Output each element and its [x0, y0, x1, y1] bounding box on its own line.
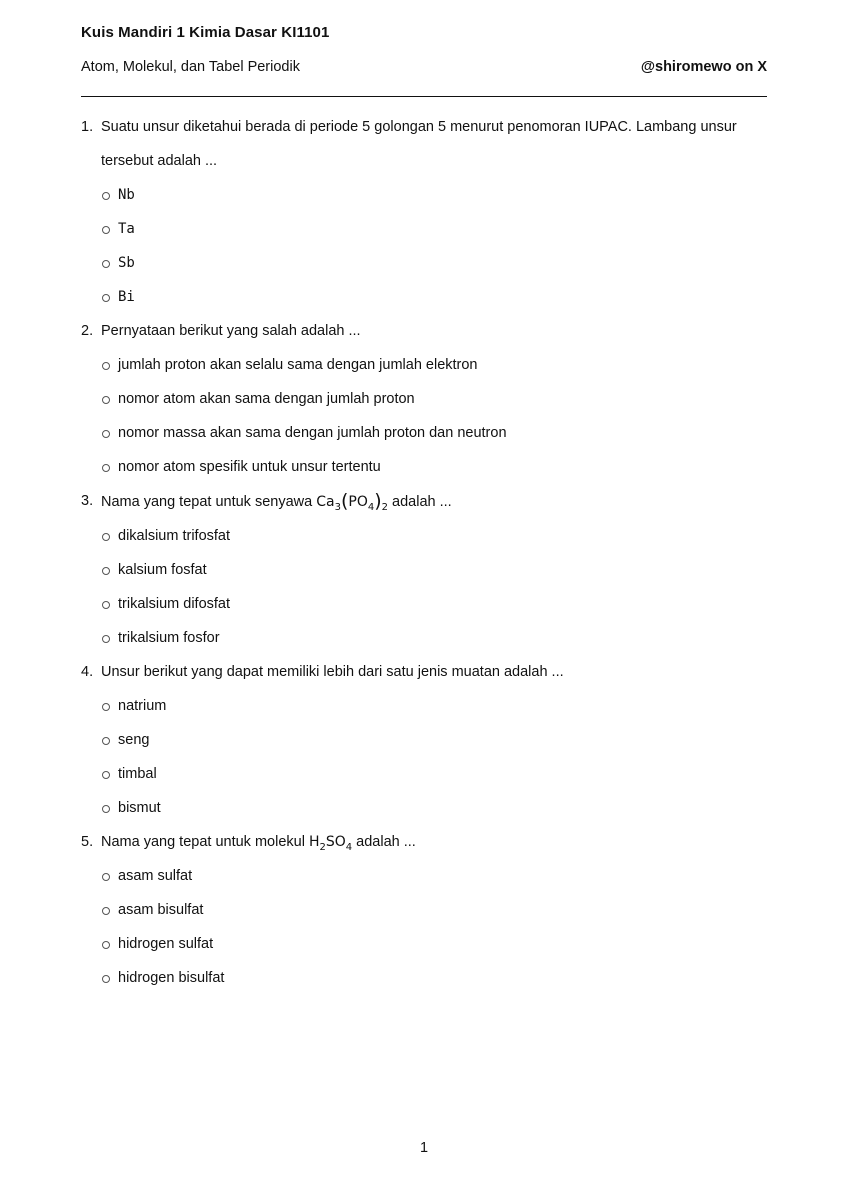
question-text: Suatu unsur diketahui berada di periode 5 golongan 5 menurut penomoran IUPAC. Lambang unsur tersebut adalah ...	[101, 119, 737, 169]
option-label: trikalsium fosfor	[118, 630, 220, 646]
option-item[interactable]	[81, 212, 767, 246]
radio-circle-icon[interactable]	[102, 533, 110, 541]
radio-circle-icon[interactable]	[102, 192, 110, 200]
question-number: 3.	[81, 493, 94, 509]
question-number: 2.	[81, 323, 94, 339]
radio-circle-icon[interactable]	[102, 567, 110, 575]
formula-subscript: 4	[345, 842, 353, 853]
question-2	[81, 314, 767, 484]
question-5	[81, 825, 767, 995]
formula-subscript: 4	[367, 502, 375, 513]
option-label: trikalsium difosfat	[118, 596, 231, 612]
question-text: Unsur berikut yang dapat memiliki lebih dari satu jenis muatan adalah ...	[101, 664, 564, 680]
option-label: asam sulfat	[118, 868, 193, 884]
radio-circle-icon[interactable]	[102, 464, 110, 472]
option-item[interactable]	[81, 246, 767, 280]
radio-circle-icon[interactable]	[102, 805, 110, 813]
option-label: hidrogen sulfat	[118, 936, 214, 952]
option-label: asam bisulfat	[118, 902, 204, 918]
option-list	[81, 689, 767, 825]
question-number: 5.	[81, 834, 94, 850]
option-item[interactable]	[81, 723, 767, 757]
option-label: dikalsium trifosfat	[118, 528, 231, 544]
option-item[interactable]	[81, 450, 767, 484]
header-divider	[81, 96, 767, 97]
question-1	[81, 110, 767, 314]
option-label: bismut	[118, 800, 161, 816]
option-label: nomor atom akan sama dengan jumlah proton	[118, 391, 415, 407]
option-item[interactable]	[81, 348, 767, 382]
radio-circle-icon[interactable]	[102, 396, 110, 404]
formula-element: SO	[325, 834, 346, 850]
option-label: hidrogen bisulfat	[118, 970, 225, 986]
question-text-after: adalah ...	[388, 494, 452, 510]
option-item[interactable]	[81, 587, 767, 621]
option-item[interactable]	[81, 553, 767, 587]
option-item[interactable]	[81, 689, 767, 723]
question-3	[81, 484, 767, 655]
question-text	[101, 484, 767, 519]
radio-circle-icon[interactable]	[102, 771, 110, 779]
author-handle: @shiromewo on X	[640, 59, 767, 75]
formula-subscript: 3	[334, 502, 341, 513]
radio-circle-icon[interactable]	[102, 873, 110, 881]
formula-element: H	[308, 834, 320, 850]
radio-circle-icon[interactable]	[102, 260, 110, 268]
option-label: natrium	[118, 698, 167, 714]
option-list	[81, 178, 767, 314]
page-number: 1	[419, 1140, 429, 1156]
option-item[interactable]	[81, 178, 767, 212]
question-stem	[81, 110, 767, 178]
option-list	[81, 859, 767, 995]
question-stem	[81, 825, 767, 859]
option-label: nomor massa akan sama dengan jumlah proton dan neutron	[118, 425, 507, 441]
radio-circle-icon[interactable]	[102, 294, 110, 302]
option-item[interactable]	[81, 893, 767, 927]
formula-element: PO	[348, 494, 368, 510]
option-label: Nb	[118, 187, 135, 203]
question-text	[101, 825, 767, 859]
option-label: Sb	[118, 255, 135, 271]
question-number: 1.	[81, 119, 94, 135]
option-item[interactable]	[81, 280, 767, 314]
radio-circle-icon[interactable]	[102, 941, 110, 949]
radio-circle-icon[interactable]	[102, 737, 110, 745]
option-item[interactable]	[81, 961, 767, 995]
option-list	[81, 348, 767, 484]
chemical-formula	[316, 490, 389, 513]
option-item[interactable]	[81, 859, 767, 893]
option-label: Ta	[118, 221, 135, 237]
option-item[interactable]	[81, 416, 767, 450]
question-text-before: Nama yang tepat untuk senyawa	[101, 494, 317, 510]
option-label: kalsium fosfat	[118, 562, 207, 578]
chemical-formula	[308, 834, 353, 853]
option-label: seng	[118, 732, 150, 748]
formula-subscript: 2	[381, 502, 389, 513]
question-stem	[81, 314, 767, 348]
subtitle-row	[81, 59, 767, 79]
option-item[interactable]	[81, 757, 767, 791]
option-list	[81, 519, 767, 655]
question-list	[81, 110, 767, 995]
radio-circle-icon[interactable]	[102, 226, 110, 234]
radio-circle-icon[interactable]	[102, 601, 110, 609]
radio-circle-icon[interactable]	[102, 635, 110, 643]
radio-circle-icon[interactable]	[102, 907, 110, 915]
option-label: timbal	[118, 766, 157, 782]
question-text-before: Nama yang tepat untuk molekul	[101, 834, 309, 850]
radio-circle-icon[interactable]	[102, 430, 110, 438]
option-label: Bi	[118, 289, 135, 305]
radio-circle-icon[interactable]	[102, 703, 110, 711]
question-4	[81, 655, 767, 825]
formula-paren-close: )	[374, 490, 382, 512]
quiz-title: Kuis Mandiri 1 Kimia Dasar KI1101	[81, 24, 330, 41]
option-label: jumlah proton akan selalu sama dengan jumlah elektron	[118, 357, 478, 373]
option-item[interactable]	[81, 519, 767, 553]
quiz-subtitle: Atom, Molekul, dan Tabel Periodik	[81, 59, 300, 75]
option-item[interactable]	[81, 382, 767, 416]
question-stem	[81, 484, 767, 519]
question-number: 4.	[81, 664, 94, 680]
formula-subscript: 2	[319, 842, 326, 853]
question-text-after: adalah ...	[352, 834, 416, 850]
option-label: nomor atom spesifik untuk unsur tertentu	[118, 459, 381, 475]
radio-circle-icon[interactable]	[102, 975, 110, 983]
question-stem	[81, 655, 767, 689]
formula-paren-open: (	[340, 490, 349, 512]
formula-element: Ca	[316, 494, 335, 510]
radio-circle-icon[interactable]	[102, 362, 110, 370]
question-text: Pernyataan berikut yang salah adalah ...	[101, 323, 361, 339]
option-item[interactable]	[81, 621, 767, 655]
option-item[interactable]	[81, 927, 767, 961]
option-item[interactable]	[81, 791, 767, 825]
